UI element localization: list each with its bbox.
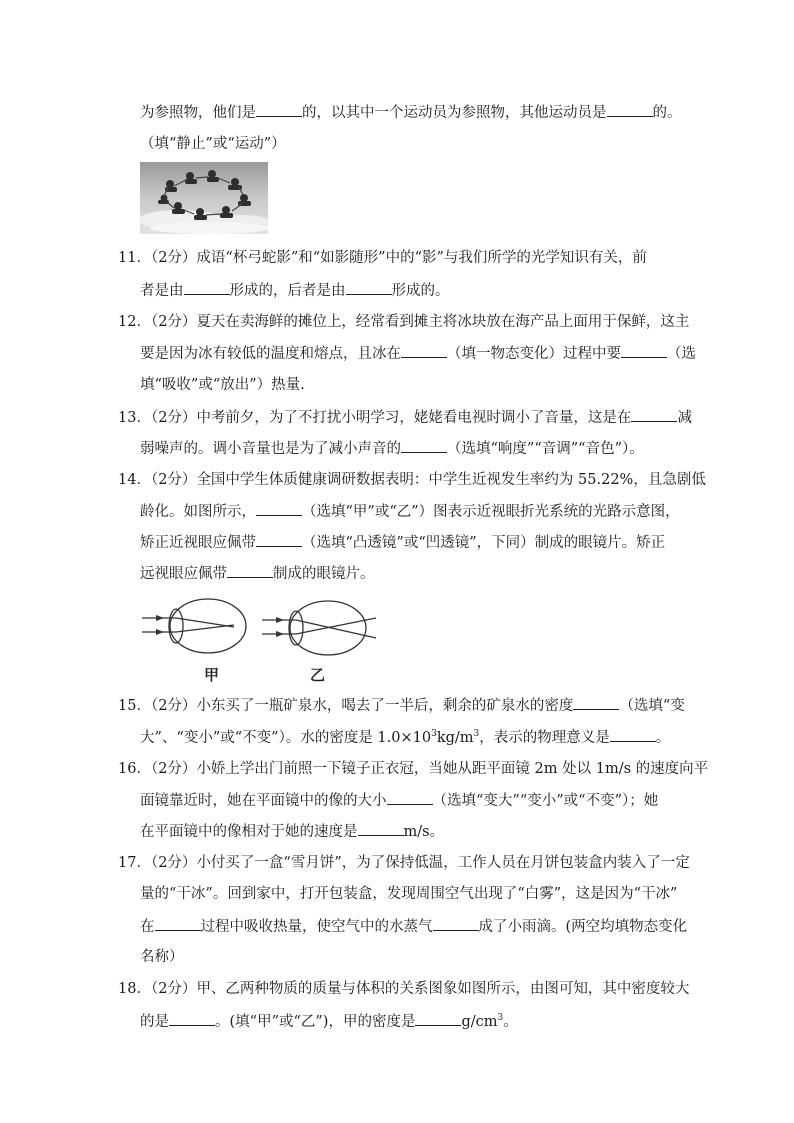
q11-text: 形成的，后者是由 [229,283,346,299]
answer-blank[interactable] [401,343,447,358]
q11-line2 [140,280,450,301]
q16-text: 在平面镜中的像相对于她的速度是 [140,824,358,840]
question-number: 11．（2分） [118,250,197,266]
q14-line3 [140,532,665,553]
answer-blank[interactable] [573,695,619,710]
q13-text: 弱噪声的。调小音量也是为了减小声音的 [140,441,401,457]
fig-label-b: 乙 [310,666,326,684]
answer-blank[interactable] [358,821,404,836]
q12-line1 [118,312,689,332]
q17-text: 过程中吸收热量，使空气中的水蒸气 [200,919,433,935]
answer-blank[interactable] [610,727,656,742]
question-number: 14．（2分） [118,472,197,488]
q17-line4: 名称） [140,949,184,965]
answer-blank[interactable] [256,102,302,117]
eyeball-a [170,599,246,653]
q15-text: （选填“变 [619,698,685,714]
answer-blank[interactable] [631,407,677,422]
q15-text: ，表示的物理意义是 [479,730,610,746]
answer-blank[interactable] [227,563,273,578]
q16-text: m/s。 [403,824,445,840]
question-number: 16．（2分） [118,761,197,777]
question-number: 17．（2分） [118,855,197,871]
q12-line3: 填“吸收”或“放出”）热量. [140,377,305,393]
q17-text: 小付买了一盒“雪月饼”，为了保持低温，工作人员在月饼包装盒内装入了一定 [196,855,690,871]
skydivers-photo [140,162,268,234]
answer-blank[interactable] [433,916,479,931]
q13-line1 [118,407,692,428]
q15-text: 大”、“变小”或“不变”）。水的密度是 1.0×10 [140,730,432,746]
q11-text: 形成的。 [391,283,450,299]
question-number: 18．（2分） [118,981,197,997]
q10-line2: （填“静止”或“运动”） [140,136,286,152]
lens-a [169,609,183,643]
q13-text: 中考前夕，为了不打扰小明学习，姥姥看电视时调小了音量，这是在 [196,410,632,426]
q15-line1 [118,695,685,716]
answer-blank[interactable] [256,532,302,547]
q18-text: 。(填“甲”或“乙”)，甲的密度是 [215,1014,416,1030]
q15-text: 。 [655,730,671,746]
superscript: 3 [431,729,437,740]
q12-text: （填一物态变化）过程中要 [447,346,621,362]
q16-line1 [118,759,708,779]
eye-diagram [130,596,410,686]
arrow-icon [276,617,284,623]
q10-line1 [140,102,682,123]
arrow-icon [276,631,284,637]
q16-text: 小娇上学出门前照一下镜子正衣冠，当她从距平面镜 2m 处以 1m/s 的速度向平 [196,761,709,777]
q18-text: 甲、乙两种物质的质量与体积的关系图象如图所示，由图可知，其中密度较大 [196,981,690,997]
q12-text: （选 [667,346,696,362]
q15-text: 小东买了一瓶矿泉水，喝去了一半后，剩余的矿泉水的密度 [196,698,574,714]
arrow-icon [156,629,164,635]
q17-line3 [140,916,687,937]
q13-line2 [140,438,644,459]
q17-line2: 量的“干冰”。回到家中，打开包装盒，发现周围空气出现了“白雾”，这是因为“干冰” [140,886,678,902]
q15-text: kg/m [436,730,474,746]
q14-text: （选填“甲”或“乙”）图表示近视眼折光系统的光路示意图， [302,504,680,520]
question-number: 15．（2分） [118,698,197,714]
q16-text: （选填“变大”“变小”或“不变”）；她 [432,793,659,809]
q13-text: 减 [677,410,692,426]
q10-text: 的，以其中一个运动员为参照物，其他运动员是 [302,105,607,121]
q14-text: 制成的眼镜片。 [273,566,375,582]
q10-text: 为参照物，他们是 [140,105,256,121]
q16-line3 [140,821,444,842]
answer-blank[interactable] [415,1011,461,1026]
q17-text: 成了小雨滴。(两空均填物态变化 [478,919,688,935]
answer-blank[interactable] [155,916,201,931]
fig-label-a: 甲 [204,666,220,684]
q17-text: 在 [140,919,155,935]
question-number: 12．（2分） [118,314,197,330]
answer-blank[interactable] [607,102,653,117]
q14-text: 全国中学生体质健康调研数据表明：中学生近视发生率约为 55.22%，且急剧低 [196,472,706,488]
answer-blank[interactable] [387,790,433,805]
q14-text: 远视眼应佩带 [140,566,227,582]
answer-blank[interactable] [621,343,667,358]
q18-line2 [140,1011,518,1032]
q14-text: 矫正近视眼应佩带 [140,535,256,551]
q14-line4 [140,563,375,584]
q12-text: 要是因为冰有较低的温度和熔点，且冰在 [140,346,401,362]
q16-line2 [140,790,658,811]
q12-text: 夏天在卖海鲜的摊位上，经常看到摊主将冰块放在海产品上面用于保鲜，这主 [196,314,690,330]
superscript: 3 [473,729,480,740]
arrow-icon [156,615,164,621]
q17-line1 [118,853,690,873]
q18-text: g/cm [461,1014,498,1030]
q15-line2 [140,727,670,748]
q13-text: （选填“响度”“音调”“音色”）。 [447,441,644,457]
q10-text: 的。 [652,105,682,121]
lens-b [289,611,303,645]
answer-blank[interactable] [184,280,230,295]
q11-text: 成语“杯弓蛇影”和“如影随形”中的“影”与我们所学的光学知识有关，前 [196,250,647,266]
question-number: 13．（2分） [118,410,197,426]
q18-text: 的是 [140,1014,169,1030]
q18-text: 。 [503,1014,518,1030]
superscript: 3 [497,1013,504,1024]
answer-blank[interactable] [346,280,392,295]
answer-blank[interactable] [169,1011,215,1026]
q18-line1 [118,979,689,999]
q12-line2 [140,343,696,364]
q16-text: 面镜靠近时，她在平面镜中的像的大小 [140,793,387,809]
q11-line1 [118,248,647,268]
q14-text: 龄化。如图所示， [140,504,256,520]
q14-line1 [118,470,706,490]
answer-blank[interactable] [401,438,447,453]
q14-line2 [140,501,680,522]
answer-blank[interactable] [256,501,302,516]
q11-text: 者是由 [140,283,184,299]
q14-text: （选填“凸透镜”或“凹透镜”，下同）制成的眼镜片。矫正 [302,535,666,551]
